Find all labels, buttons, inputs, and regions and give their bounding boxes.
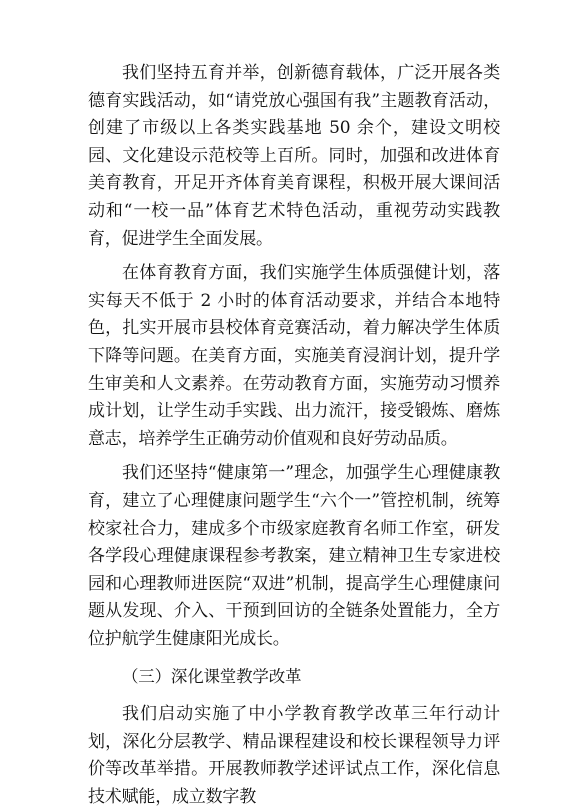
section-heading: （三）深化课堂教学改革 [122,667,302,687]
paragraph-five-education: 我们坚持五育并举，创新德育载体，广泛开展各类德育实践活动，如“请党放心强国有我”主题教育活动，创建了市级以上各类实践基地 50 余个，建设文明校园、文化建设示范校等上百所。同时，加强和改进体育美育教育，开足开齐体育美育课程，积极开展大课间活动和“一校一品”体育艺术特色活动，重视劳动实践教育，促进学生全面发展。 [88,63,500,249]
document-body [88,60,500,811]
paragraph-physical-aesthetic-labor: 在体育教育方面，我们实施学生体质强健计划，落实每天不低于 2 小时的体育活动要求，并结合本地特色，扎实开展市县校体育竞赛活动，着力解决学生体质下降等问题。在美育方面，实施美育浸润计划，提升学生审美和人文素养。在劳动教育方面，实施劳动习惯养成计划，让学生动手实践、出力流汗，接受锻炼、磨炼意志，培养学生正确劳动价值观和良好劳动品质。 [88,263,500,449]
paragraph-teaching-reform: 我们启动实施了中小学教育教学改革三年行动计划，深化分层教学、精品课程建设和校长课程领导力评价等改革举措。开展教师教学述评试点工作，深化信息技术赋能，成立数字教 [88,704,500,807]
paragraph-mental-health: 我们还坚持“健康第一”理念，加强学生心理健康教育，建立了心理健康问题学生“六个一”管控机制，统筹校家社合力，建成多个市级家庭教育名师工作室，研发各学段心理健康课程参考教案，建立精神卫生专家进校园和心理教师进医院“双进”机制，提高学生心理健康问题从发现、介入、干预到回访的全链条处置能力，全方位护航学生健康阳光成长。 [88,463,500,649]
